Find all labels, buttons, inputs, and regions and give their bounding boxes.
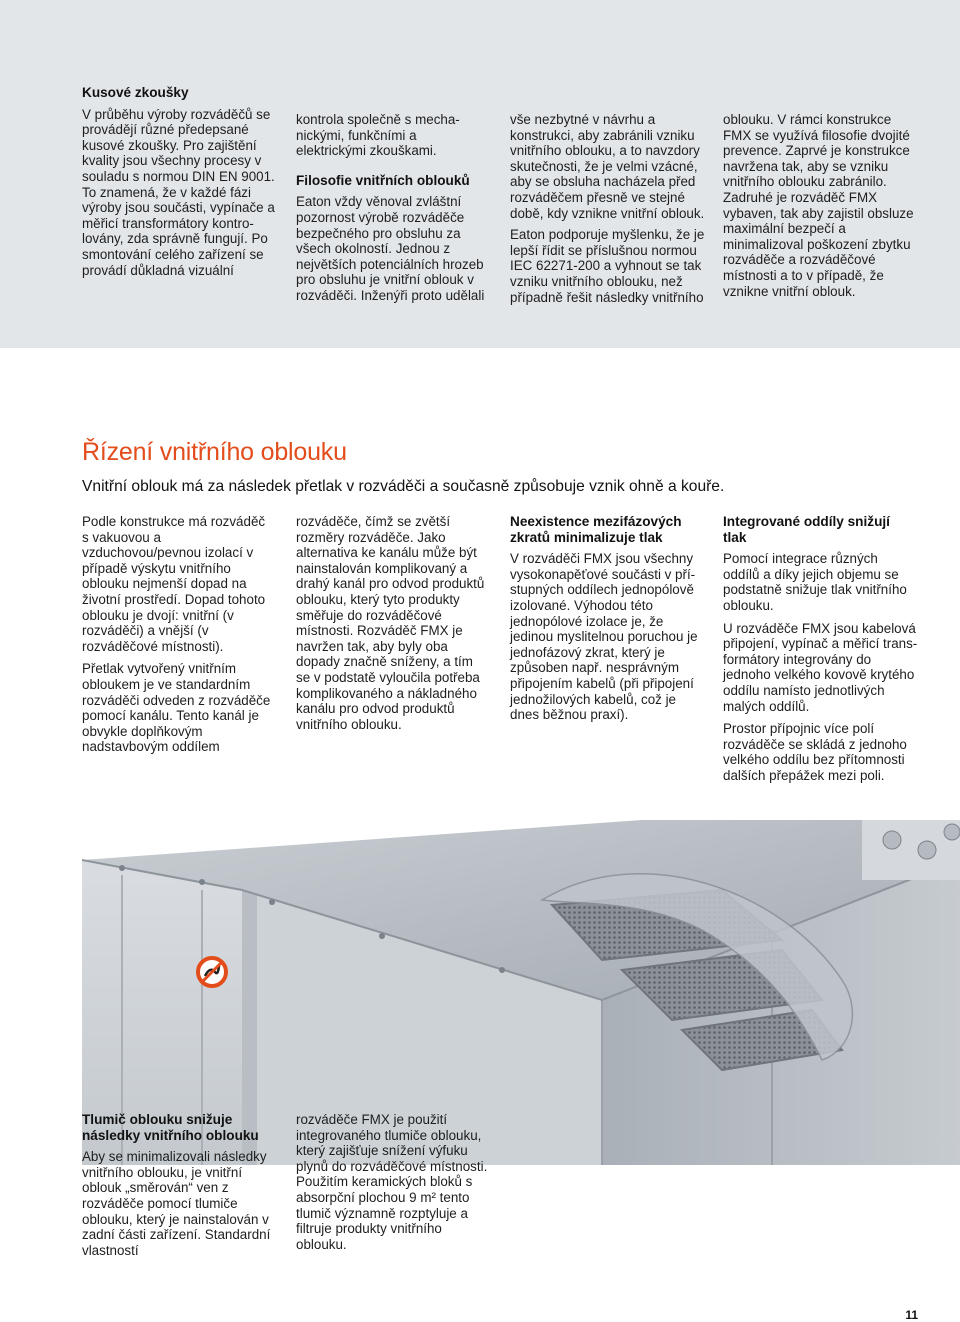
section-subtitle: Vnitřní oblouk má za následek přetlak v rozváděči a současně způsobuje vznik ohně a kouře. (82, 478, 725, 495)
page-number: 11 (905, 1308, 918, 1322)
section-title: Řízení vnitřního oblouku (82, 438, 347, 466)
paragraph: rozváděče FMX je použití integrovaného tlumiče oblouku, který zajišťuje snížení výfuku plynů do rozváděčové místnosti. Použitím keramických bloků s absorpční plochou 9 m² tento tlumič významně rozptyluje a filtruje produkty vnitřního oblouku. (296, 1112, 488, 1252)
bottom-column-1 (82, 1112, 287, 1265)
paragraph: kontrola společně s mecha- nickými, funkčními a elektrickými zkouškami. (296, 112, 460, 159)
paragraph: U rozváděče FMX jsou kabelová připojení, vypínač a měřicí trans- formátory integrovány do jednoho velkého kovově krytého oddílu namísto jednotlivých malých oddílů. (723, 620, 918, 714)
top-column-2 (296, 112, 496, 310)
paragraph: Přetlak vytvořený vnitřním obloukem je ve standardním rozváděči odveden z rozváděče pomocí kanálu. Tento kanál je obvykle doplňkovým nadstavbovým oddílem (82, 661, 271, 755)
paragraph: V průběhu výroby rozváděčů se provádějí různé předepsané kusové zkoušky. Pro zajištění kvality jsou všechny procesy v souladu s normou DIN EN 9001. To znamená, že v každé fázi výroby jsou součásti, vypínače a měřicí transformátory kontro- lovány, zda správně fungují. Po smontování celého zařízení se provádí důkladná vizuální (82, 106, 275, 278)
mid-column-3 (510, 514, 710, 730)
top-column-4 (723, 112, 928, 305)
top-column-1 (82, 85, 282, 284)
heading-neexistence: Neexistence mezifázových zkratů minimalizuje tlak (510, 514, 682, 545)
heading-filosofie: Filosofie vnitřních oblouků (296, 172, 470, 188)
mid-column-4 (723, 514, 928, 791)
paragraph: oblouku. V rámci konstrukce FMX se využívá filosofie dvojité prevence. Zaprvé je konstrukce navržena tak, aby se vzniku vnitřního oblouku zabránilo. Zadruhé je rozváděč FMX vybaven, tak aby zajistil obsluze maximální bezpečí a minimalizoval poškození zbytku rozváděče a rozváděčové místnosti a to v případě, že vznikne vnitřní oblouk. (723, 112, 914, 299)
paragraph: Podle konstrukce má rozváděč s vakuovou a vzduchovou/pevnou izolací v případě výskytu vnitřního oblouku nejmenší dopad na životní prostředí. Dopad tohoto oblouku je dvojí: vnitřní (v rozváděči) a vnější (v rozváděčové místnosti). (82, 514, 266, 654)
bottom-column-2 (296, 1112, 501, 1259)
no-open-flame-sign-icon (198, 958, 226, 986)
paragraph: Pomocí integrace různých oddílů a díky jejich objemu se podstatně snižuje tlak vnitřního oblouku. (723, 551, 907, 613)
paragraph: Aby se minimalizovali následky vnitřního oblouku, je vnitřní oblouk „směrován“ ven z rozváděče pomocí tlumiče oblouku, který je nainstalován v zadní části zařízení. Standardní vlastností (82, 1149, 271, 1258)
mid-column-2 (296, 514, 501, 739)
paragraph: rozváděče, čímž se zvětší rozměry rozváděče. Jako alternativa ke kanálu může být nainstalován komplikovaný a drahý kanál pro odvod produktů oblouku, který tyto produkty směřuje do rozváděčové místnosti. Rozváděč FMX je navržen tak, aby byly oba dopady značně sníženy, a tím se v podstatě vyloučila potřeba komplikovaného a nákladného kanálu pro odvod produktů vnitřního oblouku. (296, 514, 485, 732)
heading-integrovane: Integrované oddíly snižují tlak (723, 514, 890, 545)
heading-kusove-zkousky: Kusové zkoušky (82, 85, 189, 100)
paragraph: Eaton vždy věnoval zvláštní pozornost výrobě rozváděče bezpečného pro obsluhu za všech okolností. Jednou z největších potenciálních hrozeb pro obsluhu je vnitřní oblouk v rozváděči. Inženýři proto udělali (296, 194, 485, 303)
heading-tlumic: Tlumič oblouku snižuje následky vnitřního oblouku (82, 1112, 259, 1143)
paragraph: vše nezbytné v návrhu a konstrukci, aby zabránili vzniku vnitřního oblouku, a to navzdory skutečnosti, že je velmi vzácné, aby se obsluha nacházela před rozváděčem přesně ve stejné době, kdy vznikne vnitřní oblouk. (510, 112, 705, 221)
paragraph: Eaton podporuje myšlenku, že je lepší řídit se příslušnou normou IEC 62271-200 a vyhnout se tak vzniku vnitřního oblouku, než případně řešit následky vnitřního (510, 227, 705, 305)
paragraph: Prostor přípojnic více polí rozváděče se skládá z jednoho velkého oddílu bez přítomnosti dalších přepážek mezi poli. (723, 721, 907, 783)
top-column-3 (510, 112, 710, 311)
paragraph: V rozváděči FMX jsou všechny vysokonapěťové součásti v pří- stupných oddílech jednopólově izolované. Výhodou této jednopólové izolace je, že jedinou myslitelnou poruchou je jednofázový zkrat, který je způsoben např. nesprávným připojením kabelů (při připojení jednožilových kabelů, což je dnes běžnou praxí). (510, 551, 698, 723)
mid-column-1 (82, 514, 282, 762)
